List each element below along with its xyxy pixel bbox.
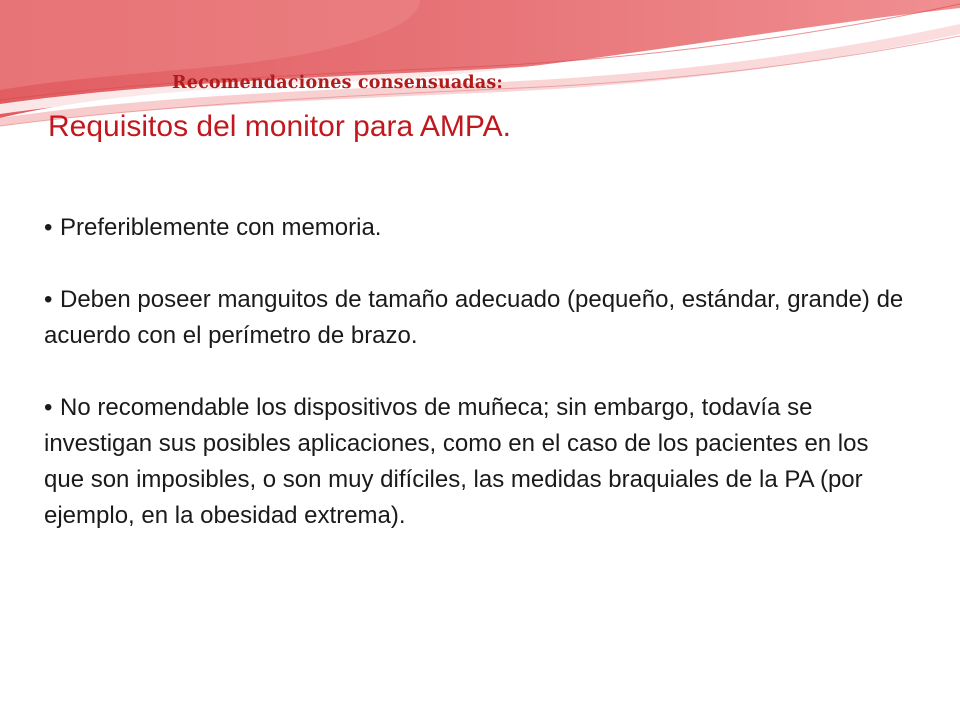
bullet-item-wrist-devices [44, 390, 914, 534]
bullet-text: Deben poseer manguitos de tamaño adecuado (pequeño, estándar, grande) de acuerdo con el perímetro de brazo. [44, 286, 904, 349]
bullet-item-cuff-size [44, 282, 914, 354]
bullet-list [44, 210, 914, 570]
bullet-text: Preferiblemente con memoria. [60, 214, 382, 241]
bullet-item-memory [44, 210, 914, 246]
slide-title: Requisitos del monitor para AMPA. [48, 110, 511, 143]
slide-kicker: Recomendaciones consensuadas: [172, 73, 504, 93]
bullet-text: No recomendable los dispositivos de muñeca; sin embargo, todavía se investigan sus posibles aplicaciones, como en el caso de los pacientes en los que son imposibles, o son muy difíciles, las medidas braquiales de la PA (por ejemplo, en la obesidad extrema). [44, 394, 869, 529]
